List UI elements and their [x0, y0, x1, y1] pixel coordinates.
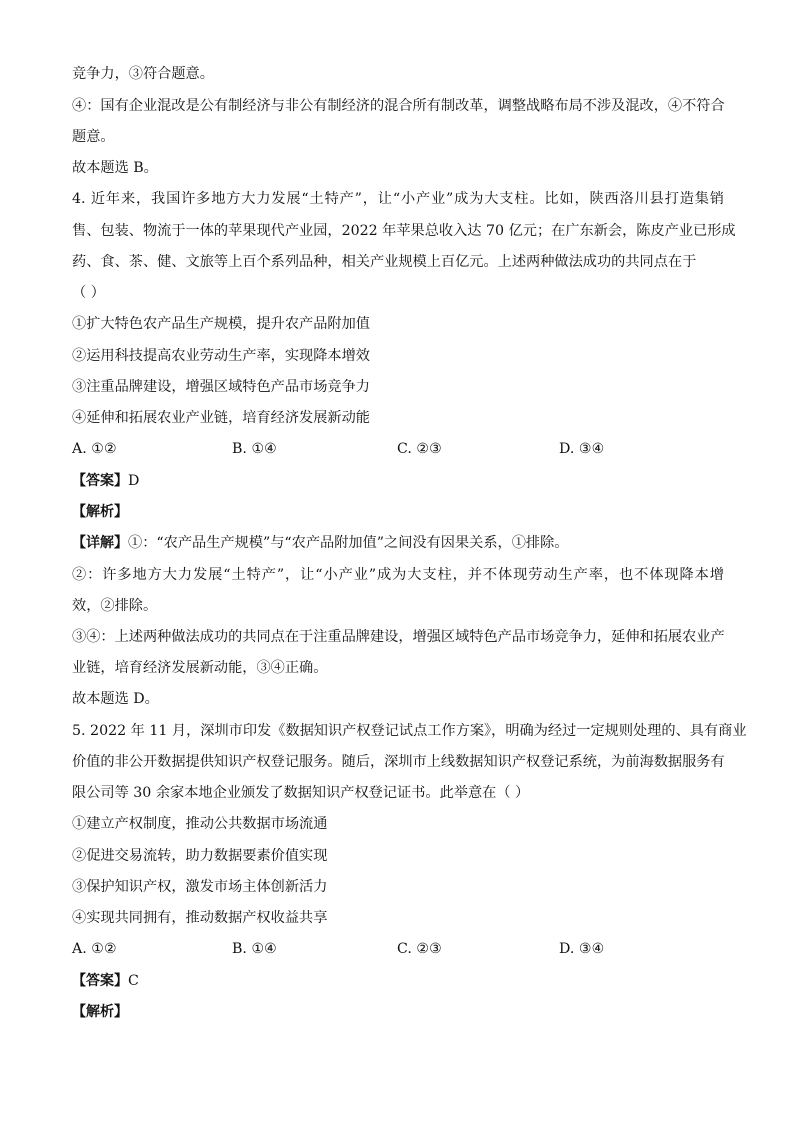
analysis-heading — [72, 1002, 128, 1022]
statement-3: ③注重品牌建设，增强区域特色产品市场竞争力 — [72, 379, 370, 395]
option-a: A. ①② — [72, 941, 117, 957]
detail-line: 效，②排除。 — [72, 598, 158, 614]
option-d: D. ③④ — [559, 441, 605, 457]
answer-value: C — [128, 973, 139, 989]
statement-2: ②运用科技提高农业劳动生产率，实现降本增效 — [72, 348, 370, 364]
detail-line: ②：许多地方大力发展“土特产”，让“小产业”成为大支柱，并不体现劳动生产率，也不体现降本增 — [72, 567, 724, 583]
answer-value: D — [128, 473, 140, 489]
analysis-heading — [72, 502, 128, 522]
option-b: B. ①④ — [232, 441, 277, 457]
option-b: B. ①④ — [232, 941, 277, 957]
question-4-blank: （ ） — [72, 285, 105, 301]
answer-line — [72, 471, 139, 491]
question-5-stem: 价值的非公开数据提供知识产权登记服务。随后，深圳市上线数据知识产权登记系统，为前海数据服务有 — [72, 754, 725, 770]
statement-3: ③保护知识产权，激发市场主体创新活力 — [72, 879, 328, 895]
answer-label: 【答案】 — [72, 473, 128, 489]
option-d: D. ③④ — [559, 941, 605, 957]
question-5-stem: 5. 2022 年 11 月，深圳市印发《数据知识产权登记试点工作方案》，明确为经过一定规则处理的、具有商业 — [72, 723, 747, 739]
statement-4: ④实现共同拥有，推动数据产权收益共享 — [72, 910, 328, 926]
statement-1: ①扩大特色农产品生产规模，提升农产品附加值 — [72, 316, 370, 332]
text-line: 竞争力，③符合题意。 — [72, 66, 214, 82]
statement-2: ②促进交易流转，助力数据要素价值实现 — [72, 848, 328, 864]
detail-line: 业链，培育经济发展新动能，③④正确。 — [72, 660, 328, 676]
detail-text: ①：“农产品生产规模”与“农产品附加值”之间没有因果关系，①排除。 — [128, 535, 569, 551]
question-4-stem: 4. 近年来，我国许多地方大力发展“土特产”，让“小产业”成为大支柱。比如，陕西洛川县打造集销 — [72, 191, 724, 207]
detail-label: 【详解】 — [72, 535, 128, 551]
conclusion-line: 故本题选 B。 — [72, 160, 158, 176]
text-line: ④：国有企业混改是公有制经济与非公有制经济的混合所有制改革，调整战略布局不涉及混改，④不符合 — [72, 98, 725, 114]
answer-line — [72, 971, 139, 991]
statement-1: ①建立产权制度，推动公共数据市场流通 — [72, 816, 328, 832]
analysis-label: 【解析】 — [72, 1004, 128, 1020]
detail-line: ③④：上述两种做法成功的共同点在于注重品牌建设，增强区域特色产品市场竞争力，延伸和拓展农业产 — [72, 629, 725, 645]
answer-label: 【答案】 — [72, 973, 128, 989]
option-c: C. ②③ — [397, 941, 442, 957]
text-line: 题意。 — [72, 129, 115, 145]
detail-line — [72, 533, 568, 553]
option-a: A. ①② — [72, 441, 117, 457]
question-5-stem: 限公司等 30 余家本地企业颁发了数据知识产权登记证书。此举意在（ ） — [72, 785, 530, 801]
question-4-stem: 售、包装、物流于一体的苹果现代产业园，2022 年苹果总收入达 70 亿元；在广东新会，陈皮产业已形成 — [72, 223, 736, 239]
conclusion-line: 故本题选 D。 — [72, 691, 159, 707]
option-c: C. ②③ — [397, 441, 442, 457]
statement-4: ④延伸和拓展农业产业链，培育经济发展新动能 — [72, 410, 370, 426]
question-4-stem: 药、食、茶、健、文旅等上百个系列品种，相关产业规模上百亿元。上述两种做法成功的共同点在于 — [72, 254, 697, 270]
analysis-label: 【解析】 — [72, 504, 128, 520]
